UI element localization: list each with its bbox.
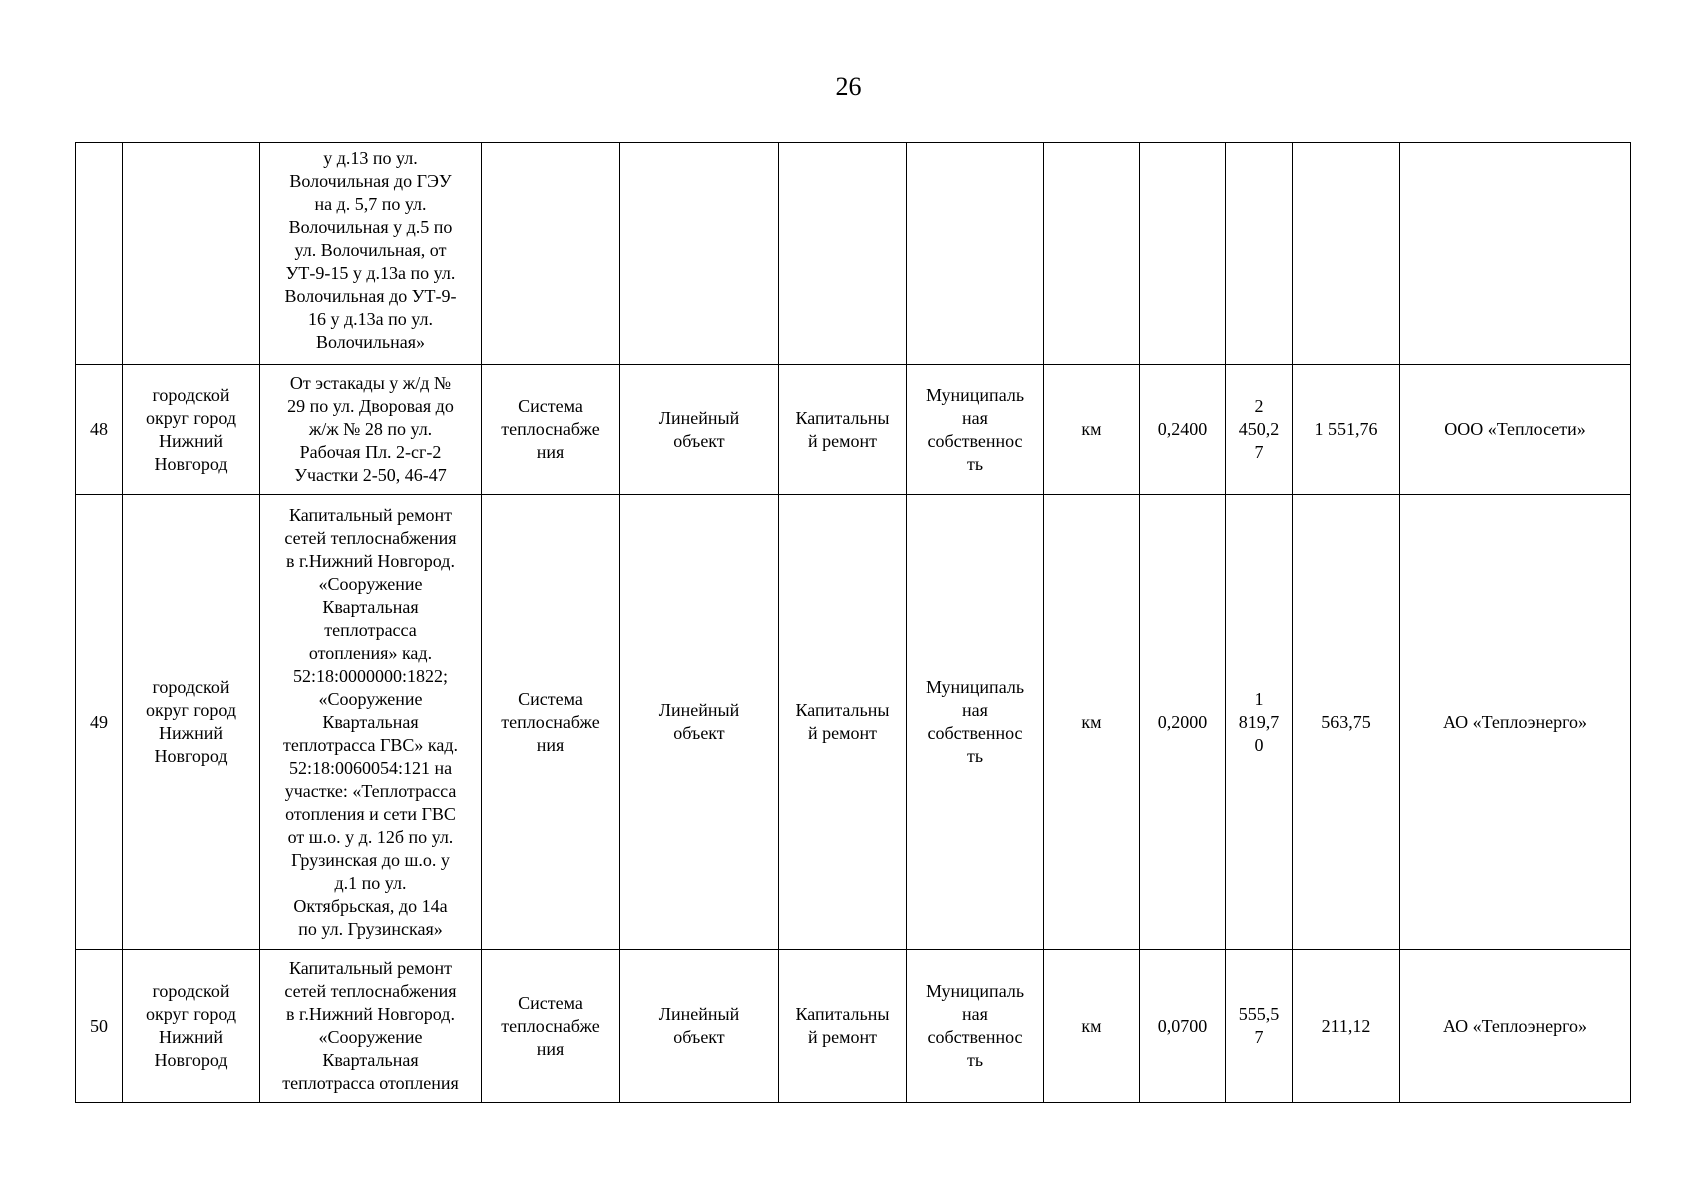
cell-municipality: [123, 143, 260, 365]
cell-cost: 1 819,7 0: [1226, 495, 1293, 950]
cell-length: 0,2400: [1140, 365, 1226, 495]
cell-ownership: [907, 143, 1044, 365]
cell-system: Система теплоснабже ния: [482, 495, 620, 950]
cell-ownership: Муниципаль ная собственнос ть: [907, 495, 1044, 950]
cell-cost: [1226, 143, 1293, 365]
cell-num: 50: [76, 950, 123, 1103]
cell-municipality: городской округ город Нижний Новгород: [123, 950, 260, 1103]
cell-ownership: Муниципаль ная собственнос ть: [907, 365, 1044, 495]
cell-object-type: Линейный объект: [620, 365, 779, 495]
cell-num: 49: [76, 495, 123, 950]
cell-length: 0,0700: [1140, 950, 1226, 1103]
page-number: 26: [835, 72, 862, 101]
cell-work-type: Капитальны й ремонт: [779, 365, 907, 495]
cell-municipality: городской округ город Нижний Новгород: [123, 365, 260, 495]
table-row: [76, 143, 1631, 365]
cell-system: [482, 143, 620, 365]
cell-organization: АО «Теплоэнерго»: [1400, 950, 1631, 1103]
works-table: [75, 142, 1631, 1103]
cell-cost2: 1 551,76: [1293, 365, 1400, 495]
cell-cost: 555,5 7: [1226, 950, 1293, 1103]
cell-unit: км: [1044, 950, 1140, 1103]
cell-cost2: [1293, 143, 1400, 365]
cell-num: 48: [76, 365, 123, 495]
cell-work-type: [779, 143, 907, 365]
cell-work-type: Капитальны й ремонт: [779, 495, 907, 950]
cell-cost: 2 450,2 7: [1226, 365, 1293, 495]
cell-description: Капитальный ремонт сетей теплоснабжения в г.Нижний Новгород. «Сооружение Квартальная теплотрасса отопления» кад. 52:18:0000000:1822; «Сооружение Квартальная теплотрасса ГВС» кад. 52:18:0060054:121 на участке: «Теплотрасса отопления и сети ГВС от ш.о. у д. 12б по ул. Грузинская до ш.о. у д.1 по ул. Октябрьская, до 14а по ул. Грузинская»: [260, 495, 482, 950]
cell-description: у д.13 по ул. Волочильная до ГЭУ на д. 5,7 по ул. Волочильная у д.5 по ул. Волочильная, от УТ-9-15 у д.13а по ул. Волочильная до УТ-9- 16 у д.13а по ул. Волочильная»: [260, 143, 482, 365]
cell-description: Капитальный ремонт сетей теплоснабжения в г.Нижний Новгород. «Сооружение Квартальная теплотрасса отопления: [260, 950, 482, 1103]
cell-organization: [1400, 143, 1631, 365]
cell-description: От эстакады у ж/д № 29 по ул. Дворовая до ж/ж № 28 по ул. Рабочая Пл. 2-сг-2 Участки 2-50, 46-47: [260, 365, 482, 495]
cell-cost2: 211,12: [1293, 950, 1400, 1103]
cell-ownership: Муниципаль ная собственнос ть: [907, 950, 1044, 1103]
cell-object-type: [620, 143, 779, 365]
cell-object-type: Линейный объект: [620, 495, 779, 950]
cell-organization: АО «Теплоэнерго»: [1400, 495, 1631, 950]
table-row: [76, 495, 1631, 950]
cell-work-type: Капитальны й ремонт: [779, 950, 907, 1103]
cell-unit: км: [1044, 365, 1140, 495]
cell-unit: [1044, 143, 1140, 365]
table-row: [76, 365, 1631, 495]
cell-object-type: Линейный объект: [620, 950, 779, 1103]
cell-system: Система теплоснабже ния: [482, 365, 620, 495]
cell-system: Система теплоснабже ния: [482, 950, 620, 1103]
table-row: [76, 950, 1631, 1103]
cell-organization: ООО «Теплосети»: [1400, 365, 1631, 495]
cell-length: [1140, 143, 1226, 365]
cell-cost2: 563,75: [1293, 495, 1400, 950]
cell-num: [76, 143, 123, 365]
cell-municipality: городской округ город Нижний Новгород: [123, 495, 260, 950]
cell-unit: км: [1044, 495, 1140, 950]
cell-length: 0,2000: [1140, 495, 1226, 950]
